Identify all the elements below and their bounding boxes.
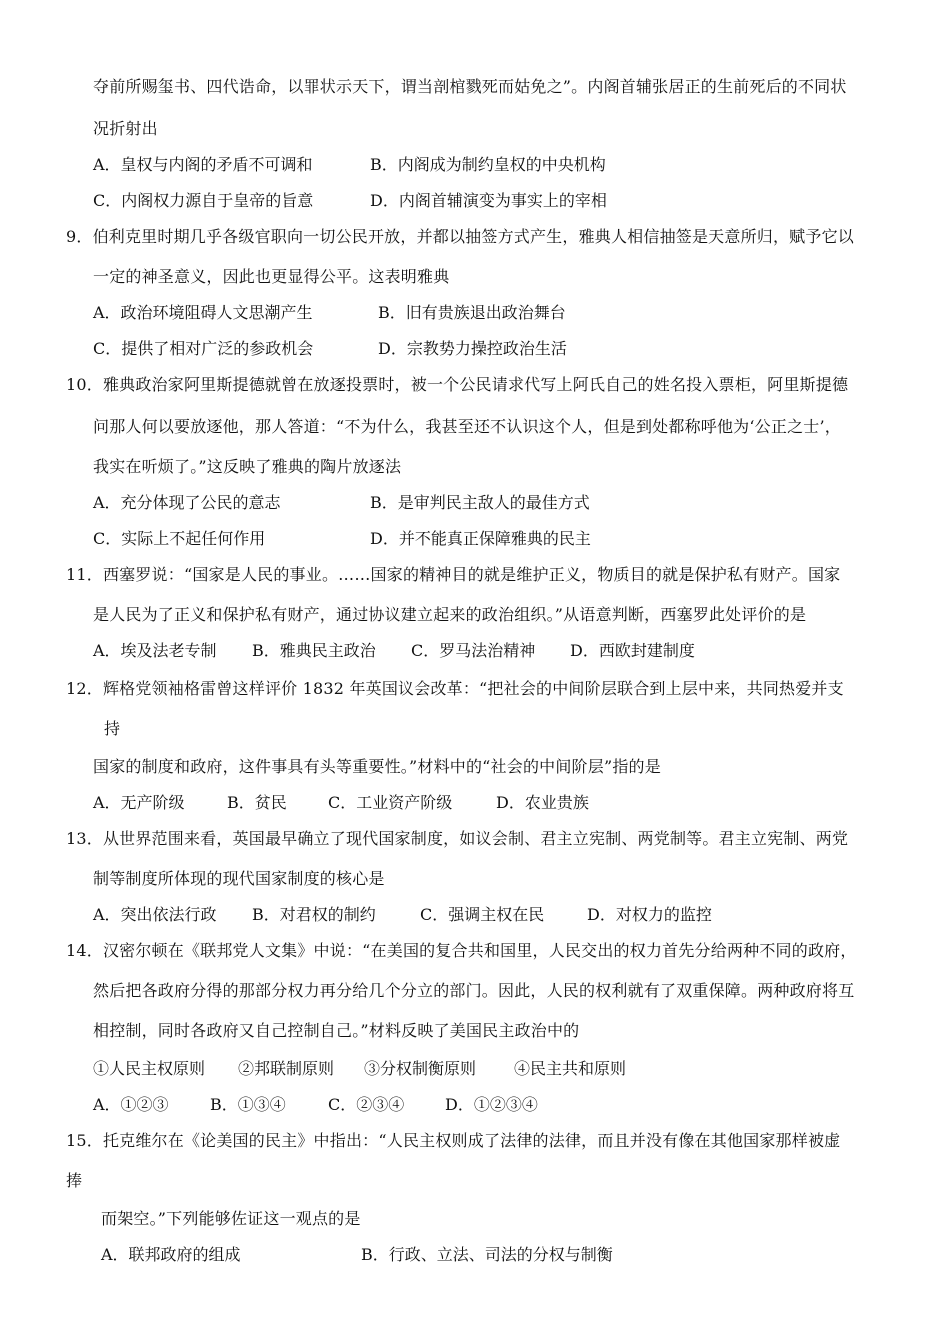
q8-option-b: B．内阁成为制约皇权的中央机构 bbox=[370, 155, 606, 174]
q11-stem-line-2: 是人民为了正义和保护私有财产，通过协议建立起来的政治组织。”从语意判断，西塞罗此处评价的是 bbox=[93, 605, 807, 624]
q15-option-b: B．行政、立法、司法的分权与制衡 bbox=[361, 1245, 613, 1264]
q9-stem-line-2: 一定的神圣意义，因此也更显得公平。这表明雅典 bbox=[93, 267, 450, 286]
q8-stem-line-2: 况折射出 bbox=[93, 119, 158, 138]
q14-item-2: ②邦联制原则 bbox=[238, 1059, 335, 1078]
q10-stem-line-1: 10．雅典政治家阿里斯提德就曾在放逐投票时，被一个公民请求代写上阿氏自己的姓名投入票柜，阿里斯提德 bbox=[66, 375, 849, 394]
q8-option-c: C．内阁权力源自于皇帝的旨意 bbox=[93, 191, 314, 210]
q8-stem-line-1: 夺前所赐玺书、四代诰命，以罪状示天下，谓当剖棺戮死而姑免之”。内阁首辅张居正的生前死后的不同状 bbox=[93, 77, 847, 96]
q12-stem-line-1: 12．辉格党领袖格雷曾这样评价 1832 年英国议会改革：“把社会的中间阶层联合到上层中来，共同热爱并支 bbox=[66, 679, 844, 698]
q13-option-a: A．突出依法行政 bbox=[93, 905, 217, 924]
q9-option-d: D．宗教势力操控政治生活 bbox=[378, 339, 567, 358]
q13-stem-line-2: 制等制度所体现的现代国家制度的核心是 bbox=[93, 869, 385, 888]
q11-option-a: A．埃及法老专制 bbox=[93, 641, 217, 660]
q13-stem-line-1: 13．从世界范围来看，英国最早确立了现代国家制度，如议会制、君主立宪制、两党制等。君主立宪制、两党 bbox=[66, 829, 849, 848]
q9-option-a: A．政治环境阻碍人文思潮产生 bbox=[93, 303, 313, 322]
q15-stem-line-2: 捧 bbox=[66, 1171, 83, 1190]
q14-option-b: B．①③④ bbox=[210, 1095, 286, 1114]
q12-option-d: D．农业贵族 bbox=[496, 793, 589, 812]
q13-option-c: C．强调主权在民 bbox=[420, 905, 545, 924]
q9-stem-line-1: 9．伯利克里时期几乎各级官职向一切公民开放，并都以抽签方式产生，雅典人相信抽签是天意所归，赋予它以 bbox=[66, 227, 854, 246]
q15-stem-line-3: 而架空。”下列能够佐证这一观点的是 bbox=[101, 1209, 361, 1228]
q14-option-a: A．①②③ bbox=[93, 1095, 169, 1114]
q14-stem-line-1: 14．汉密尔顿在《联邦党人文集》中说：“在美国的复合共和国里，人民交出的权力首先分给两种不同的政府， bbox=[66, 941, 857, 960]
q11-stem-line-1: 11．西塞罗说：“国家是人民的事业。……国家的精神目的就是维护正义，物质目的就是保护私有财产。国家 bbox=[66, 565, 841, 584]
q10-option-d: D．并不能真正保障雅典的民主 bbox=[370, 529, 591, 548]
q10-stem-line-2: 问那人何以要放逐他，那人答道：“不为什么，我甚至还不认识这个人，但是到处都称呼他为‘公正之士’， bbox=[93, 417, 841, 436]
q10-option-c: C．实际上不起任何作用 bbox=[93, 529, 266, 548]
q14-stem-line-3: 相控制，同时各政府又自己控制自己。”材料反映了美国民主政治中的 bbox=[93, 1021, 580, 1040]
q15-stem-line-1: 15．托克维尔在《论美国的民主》中指出：“人民主权则成了法律的法律，而且并没有像在其他国家那样被虚 bbox=[66, 1131, 841, 1150]
q13-option-d: D．对权力的监控 bbox=[587, 905, 712, 924]
q8-option-a: A．皇权与内阁的矛盾不可调和 bbox=[93, 155, 313, 174]
q10-option-a: A．充分体现了公民的意志 bbox=[93, 493, 281, 512]
q8-option-d: D．内阁首辅演变为事实上的宰相 bbox=[370, 191, 607, 210]
q12-stem-line-2: 持 bbox=[104, 719, 121, 738]
q11-option-c: C．罗马法治精神 bbox=[411, 641, 536, 660]
q14-option-d: D．①②③④ bbox=[445, 1095, 538, 1114]
q10-option-b: B．是审判民主敌人的最佳方式 bbox=[370, 493, 590, 512]
q11-option-b: B．雅典民主政治 bbox=[252, 641, 376, 660]
q12-option-c: C．工业资产阶级 bbox=[328, 793, 453, 812]
q14-item-4: ④民主共和原则 bbox=[514, 1059, 627, 1078]
q14-option-c: C．②③④ bbox=[328, 1095, 405, 1114]
q14-item-1: ①人民主权原则 bbox=[93, 1059, 206, 1078]
q12-stem-line-3: 国家的制度和政府，这件事具有头等重要性。”材料中的“社会的中间阶层”指的是 bbox=[93, 757, 661, 776]
q9-option-c: C．提供了相对广泛的参政机会 bbox=[93, 339, 314, 358]
q14-item-3: ③分权制衡原则 bbox=[364, 1059, 477, 1078]
q12-option-b: B．贫民 bbox=[227, 793, 287, 812]
q11-option-d: D．西欧封建制度 bbox=[570, 641, 695, 660]
q15-option-a: A．联邦政府的组成 bbox=[101, 1245, 241, 1264]
q10-stem-line-3: 我实在听烦了。”这反映了雅典的陶片放逐法 bbox=[93, 457, 402, 476]
q12-option-a: A．无产阶级 bbox=[93, 793, 185, 812]
q13-option-b: B．对君权的制约 bbox=[252, 905, 376, 924]
q9-option-b: B．旧有贵族退出政治舞台 bbox=[378, 303, 566, 322]
q14-stem-line-2: 然后把各政府分得的那部分权力再分给几个分立的部门。因此，人民的权利就有了双重保障。两种政府将互 bbox=[93, 981, 855, 1000]
